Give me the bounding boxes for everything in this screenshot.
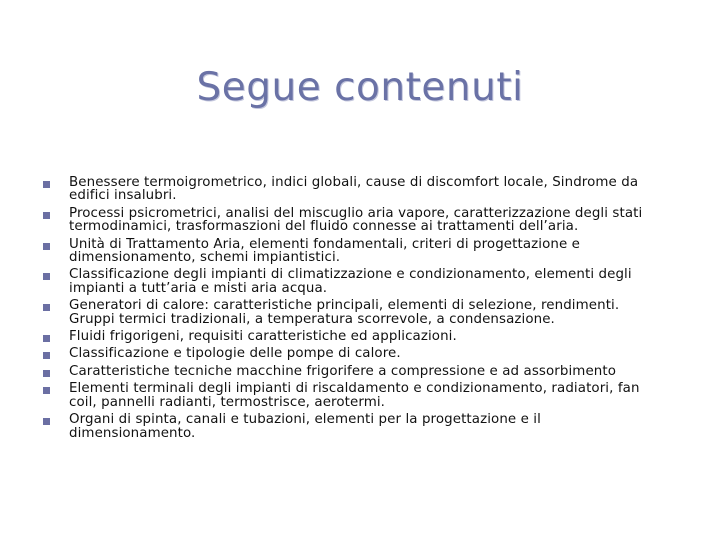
bullet-text-line: Benessere termoigrometrico, indici globali, cause di discomfort locale, Sindrome da <box>69 175 639 190</box>
square-bullet-icon <box>43 212 50 219</box>
bullet-text-line: termodinamici, trasformaszioni del fluido connesse ai trattamenti dell’aria. <box>69 219 579 235</box>
square-bullet-icon <box>43 370 50 377</box>
list-item <box>0 268 720 295</box>
square-bullet-icon <box>43 352 50 359</box>
bullet-text-line: Generatori di calore: caratteristiche principali, elementi di selezione, rendimenti. <box>69 298 620 314</box>
square-bullet-icon <box>43 181 50 188</box>
slide-title: Segue contenuti <box>196 65 524 110</box>
list-item <box>0 207 720 234</box>
bullet-text-line: Classificazione degli impianti di climatizzazione e condizionamento, elementi degli <box>69 267 632 283</box>
bullet-text-line: dimensionamento, schemi impiantistici. <box>69 250 341 266</box>
bullet-text-line: Unità di Trattamento Aria, elementi fondamentali, criteri di progettazione e <box>69 236 581 252</box>
square-bullet-icon <box>43 243 50 250</box>
square-bullet-icon <box>43 273 50 280</box>
bullet-text-line: impianti a tutt’aria e misti aria acqua. <box>69 280 328 296</box>
bullet-text-line: Elementi terminali degli impianti di riscaldamento e condizionamento, radiatori, fan <box>69 381 640 397</box>
bullet-list <box>0 176 720 440</box>
square-bullet-icon <box>43 418 50 425</box>
square-bullet-icon <box>43 335 50 342</box>
list-item <box>0 382 720 409</box>
bullet-text-line: Classificazione e tipologie delle pompe di calore. <box>69 346 401 362</box>
bullet-text-line: edifici insalubri. <box>69 188 177 204</box>
bullet-text-line: dimensionamento. <box>69 425 196 441</box>
square-bullet-icon <box>43 304 50 311</box>
list-item <box>0 413 720 440</box>
list-item <box>0 365 720 378</box>
list-item <box>0 330 720 343</box>
bullet-text-line: coil, pannelli radianti, termostrisce, aerotermi. <box>69 394 386 410</box>
list-item <box>0 238 720 265</box>
bullet-text-line: Gruppi termici tradizionali, a temperatura scorrevole, a condensazione. <box>69 311 555 327</box>
square-bullet-icon <box>43 387 50 394</box>
list-item <box>0 347 720 360</box>
list-item <box>0 176 720 203</box>
bullet-text-line: Processi psicrometrici, analisi del miscuglio aria vapore, caratterizzazione degli stati <box>69 205 643 221</box>
list-item <box>0 299 720 326</box>
bullet-text-line: Caratteristiche tecniche macchine frigorifere a compressione e ad assorbimento <box>69 363 617 379</box>
bullet-text-line: Fluidi frigorigeni, requisiti caratteristiche ed applicazioni. <box>69 329 457 345</box>
bullet-text-line: Organi di spinta, canali e tubazioni, elementi per la progettazione e il <box>69 412 541 428</box>
